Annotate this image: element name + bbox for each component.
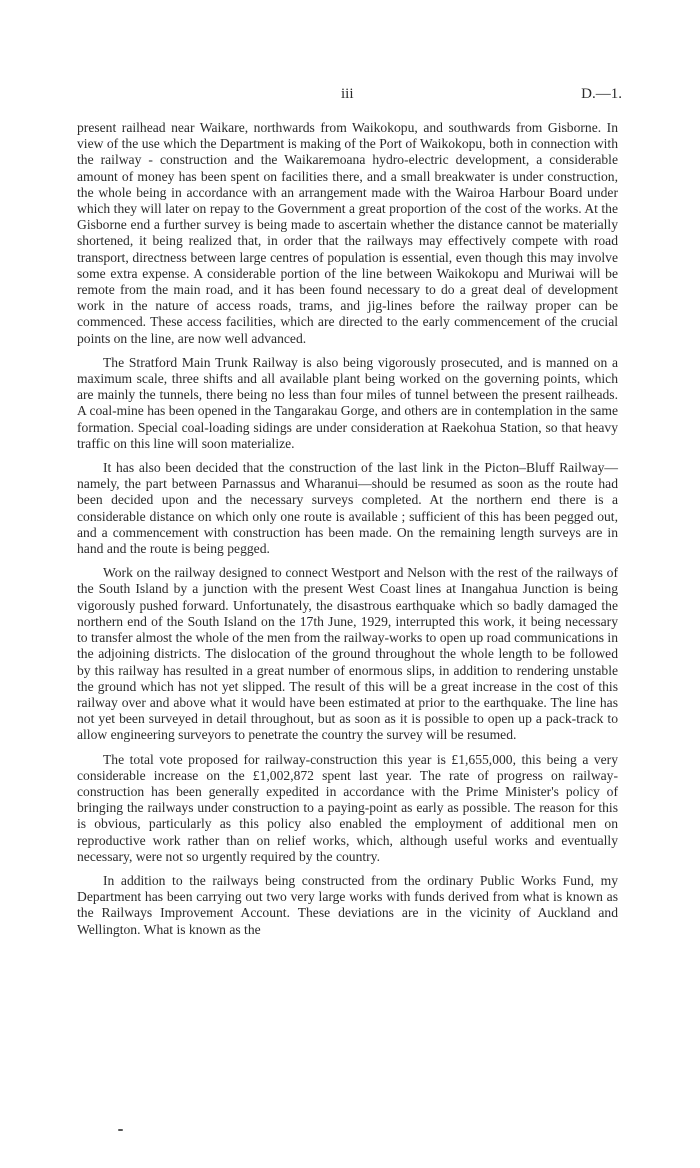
paragraph: The Stratford Main Trunk Railway is also being vigorously prosecuted, and is manned on a maximum scale, three shifts and all available plant being worked on the governing points, which are mainly the tunnels, there being no less than four miles of tunnel between the present railheads. A coal-mine has been opened in the Tangarakau Gorge, and others are in contemplation in the same formation. Special coal-loading sidings are under consideration at Raekohua Station, so that heavy traffic on this line will soon materialize. bbox=[77, 354, 618, 451]
page-number: iii bbox=[341, 86, 354, 102]
scan-speck bbox=[118, 1129, 123, 1131]
paragraph: Work on the railway designed to connect Westport and Nelson with the rest of the railways of the South Island by a junction with the present West Coast lines at Inangahua Junction is being vigorously pushed forward. Unfortunately, the disastrous earthquake which so badly damaged the northern end of the South Island on the 17th June, 1929, interrupted this work, it being necessary to transfer almost the whole of the men from the railway-works to open up road communications in the adjoining districts. The dislocation of the ground throughout the whole length to be followed by this railway has resulted in a great number of enormous slips, in addition to rendering unstable the ground which has not yet slipped. The result of this will be a great increase in the cost of this railway over and above what it would have been estimated at prior to the earthquake. The line has not yet been surveyed in detail throughout, but as soon as it is possible to open up a pack-track to allow engineering surveyors to penetrate the country the survey will be resumed. bbox=[77, 565, 618, 743]
paragraph: The total vote proposed for railway-construction this year is £1,655,000, this being a very considerable increase on the £1,002,872 spent last year. The rate of progress on railway-construction has been generally expedited in accordance with the Prime Minister's policy of bringing the railways under construction to a paying-point as early as possible. The reason for this is obvious, particularly as this policy also enabled the employment of additional men on reproductive work rather than on relief works, which, although useful works and eventually necessary, were not so urgently required by the country. bbox=[77, 751, 618, 864]
paragraph: In addition to the railways being constructed from the ordinary Public Works Fund, my Department has been carrying out two very large works with funds derived from what is known as the Railways Improvement Account. These deviations are in the vicinity of Auckland and Wellington. What is known as the bbox=[77, 872, 618, 937]
paragraph: It has also been decided that the construction of the last link in the Picton–Bluff Railway—namely, the part between Parnassus and Wharanui—should be resumed as soon as the route had been decided upon and the necessary surveys completed. At the northern end there is a considerable distance on which only one route is available ; sufficient of this has been pegged out, and a commencement with construction has been made. On the remaining length surveys are in hand and the route is being pegged. bbox=[77, 460, 618, 557]
paragraph-continuation: present railhead near Waikare, northwards from Waikokopu, and southwards from Gisborne. In view of the use which the Department is making of the Port of Waikokopu, both in connection with the railway - construction and the Waikaremoana hydro-electric development, a considerable amount of money has been spent on facilities there, and a small breakwater is under construction, the whole being in accordance with an arrangement made with the Wairoa Harbour Board under which they will later on repay to the Government a great proportion of the cost of the works. At the Gisborne end a further survey is being made to ascertain whether the distance cannot be materially shortened, it being realized that, in order that the railways may effectively compete with road transport, directness between large centres of population is essential, even though this may involve some extra expense. A considerable portion of the line between Waikokopu and Muriwai will be remote from the main road, and it has been found necessary to do a great deal of development work in the nature of access roads, trams, and jig-lines before the railway proper can be commenced. These access facilities, which are directed to the early commencement of the crucial points on the line, are now well advanced. bbox=[77, 120, 618, 346]
body-text bbox=[77, 120, 618, 946]
page-header bbox=[0, 86, 700, 108]
document-reference: D.—1. bbox=[581, 86, 622, 102]
